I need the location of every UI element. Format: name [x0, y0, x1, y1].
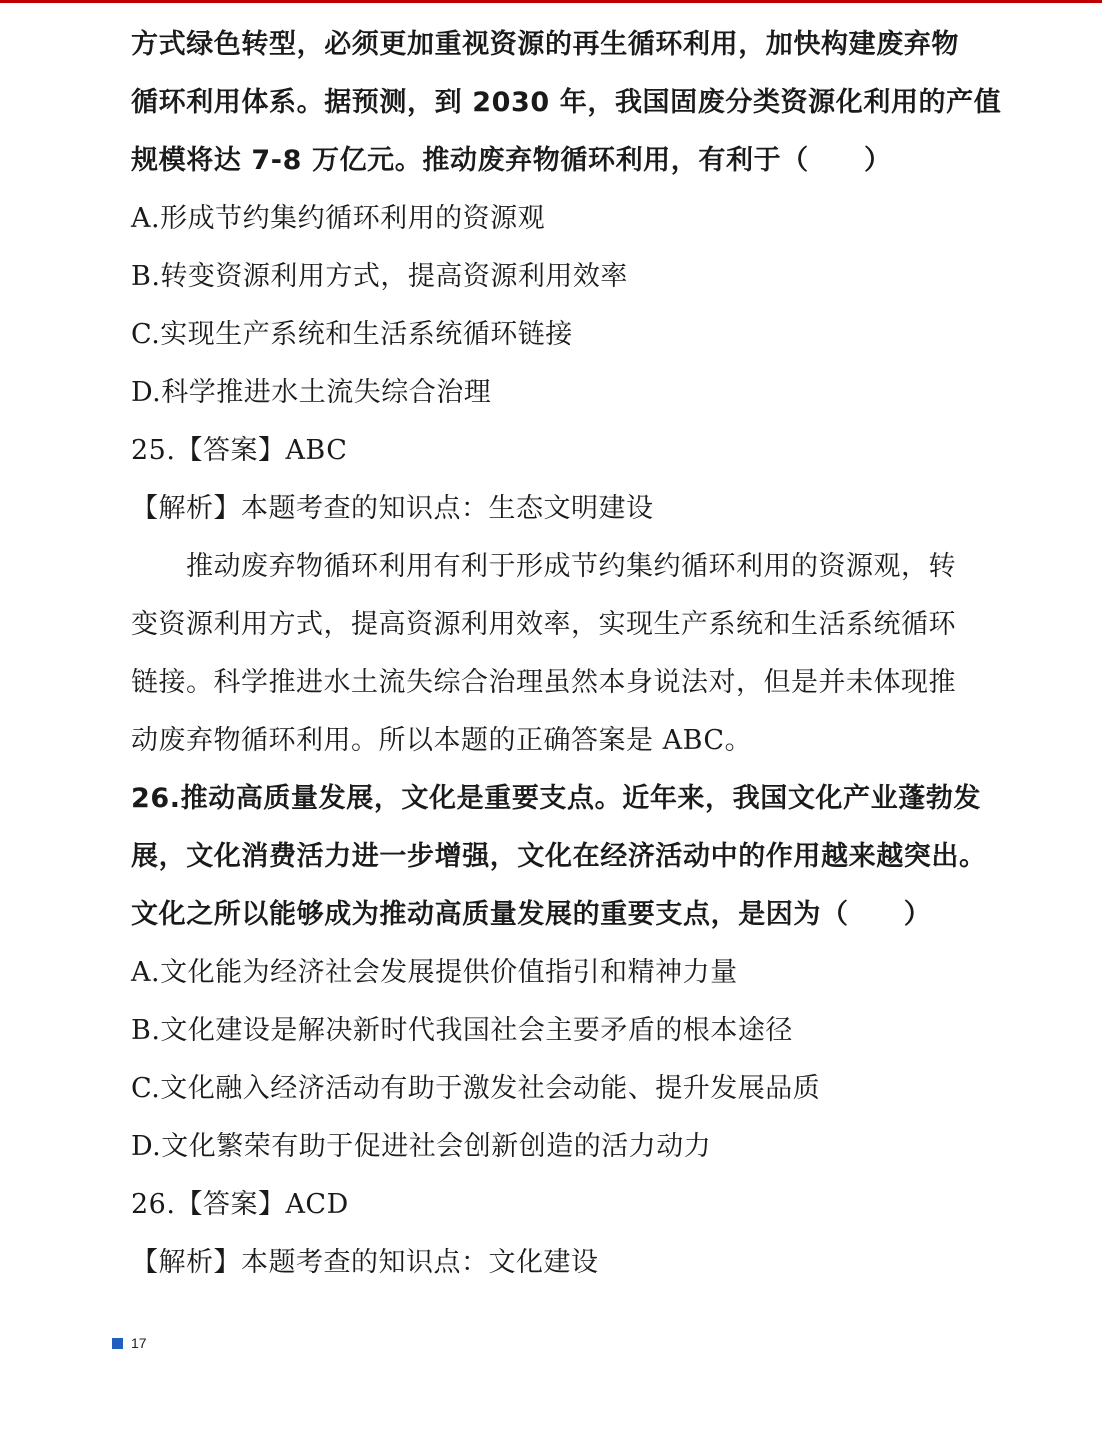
q24-analysis-line: 变资源利用方式，提高资源利用效率，实现生产系统和生活系统循环: [131, 609, 956, 640]
q26-answer: 26.【答案】ACD: [131, 1189, 349, 1220]
q24-analysis-line: 链接。科学推进水土流失综合治理虽然本身说法对，但是并未体现推: [131, 667, 956, 698]
q26-stem-line: 展，文化消费活力进一步增强，文化在经济活动中的作用越来越突出。: [131, 841, 987, 872]
q24-stem-line: 方式绿色转型，必须更加重视资源的再生循环利用，加快构建废弃物: [131, 29, 959, 60]
page-footer: [112, 1335, 147, 1351]
q24-option-a: A.形成节约集约循环利用的资源观: [131, 203, 546, 234]
q24-option-d: D.科学推进水土流失综合治理: [131, 377, 492, 408]
q26-option-a: A.文化能为经济社会发展提供价值指引和精神力量: [131, 957, 738, 988]
q24-stem-line: 规模将达 7-8 万亿元。推动废弃物循环利用，有利于（ ）: [131, 145, 892, 176]
q26-option-c: C.文化融入经济活动有助于激发社会动能、提升发展品质: [131, 1073, 821, 1104]
q24-option-b: B.转变资源利用方式，提高资源利用效率: [131, 261, 628, 292]
q24-answer: 25.【答案】ABC: [131, 435, 348, 466]
q24-analysis-line: 推动废弃物循环利用有利于形成节约集约循环利用的资源观，转: [186, 551, 956, 582]
q24-analysis-line: 动废弃物循环利用。所以本题的正确答案是 ABC。: [131, 725, 753, 756]
q24-analysis-title: 【解析】本题考查的知识点：生态文明建设: [131, 493, 654, 524]
q24-stem-line: 循环利用体系。据预测，到 2030 年，我国固废分类资源化利用的产值: [131, 87, 1002, 118]
q26-option-d: D.文化繁荣有助于促进社会创新创造的活力动力: [131, 1131, 712, 1162]
page-marker-icon: [112, 1338, 123, 1349]
page-number: 17: [131, 1335, 147, 1351]
q26-stem-line: 文化之所以能够成为推动高质量发展的重要支点，是因为（ ）: [131, 899, 932, 930]
q26-stem-line: 26.推动高质量发展，文化是重要支点。近年来，我国文化产业蓬勃发: [131, 783, 982, 814]
q24-option-c: C.实现生产系统和生活系统循环链接: [131, 319, 573, 350]
q26-analysis-title: 【解析】本题考查的知识点：文化建设: [131, 1247, 599, 1278]
header-accent-rule: [0, 0, 1102, 3]
document-body: [131, 16, 1002, 1292]
q26-option-b: B.文化建设是解决新时代我国社会主要矛盾的根本途径: [131, 1015, 793, 1046]
